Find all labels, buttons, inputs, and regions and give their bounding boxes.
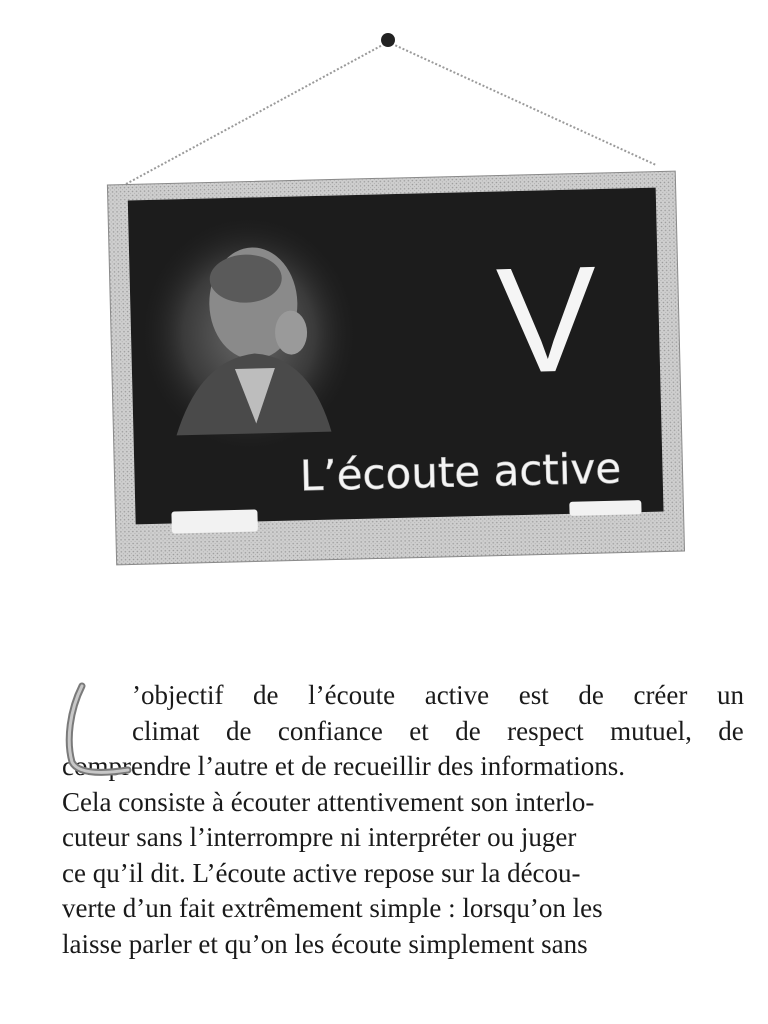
text-line-6: ce qu’il dit. L’écoute active repose sur la décou- — [62, 857, 581, 888]
chalk-piece-right — [569, 500, 641, 516]
chalk-piece-left — [171, 509, 258, 533]
dropcap-letter — [62, 680, 136, 778]
article-body — [62, 678, 744, 962]
chapter-numeral: V — [494, 234, 599, 405]
text-line-3: comprendre l’autre et de recueillir des informations. — [62, 751, 626, 781]
text-line-1-content: ’objectif de l’écoute active est de créer un — [132, 680, 744, 710]
text-line-7: verte d’un fait extrêmement simple : lorsqu’on les — [62, 893, 603, 923]
text-line-2-content: climat de confiance et de respect mutuel, de — [132, 715, 744, 746]
text-line-1 — [62, 678, 744, 714]
text-line-5: cuteur sans l’interrompre ni interpréter ou juger — [62, 822, 577, 852]
paragraph — [62, 678, 744, 962]
text-line-2 — [62, 714, 744, 750]
hanging-string — [126, 42, 656, 184]
chalk-title: L’écoute active — [299, 443, 622, 501]
nail-icon — [381, 33, 395, 47]
text-line-8: laisse parler et qu’on les écoute simplement sans — [62, 928, 588, 959]
text-line-4: Cela consiste à écouter attentivement son interlo- — [62, 786, 595, 817]
